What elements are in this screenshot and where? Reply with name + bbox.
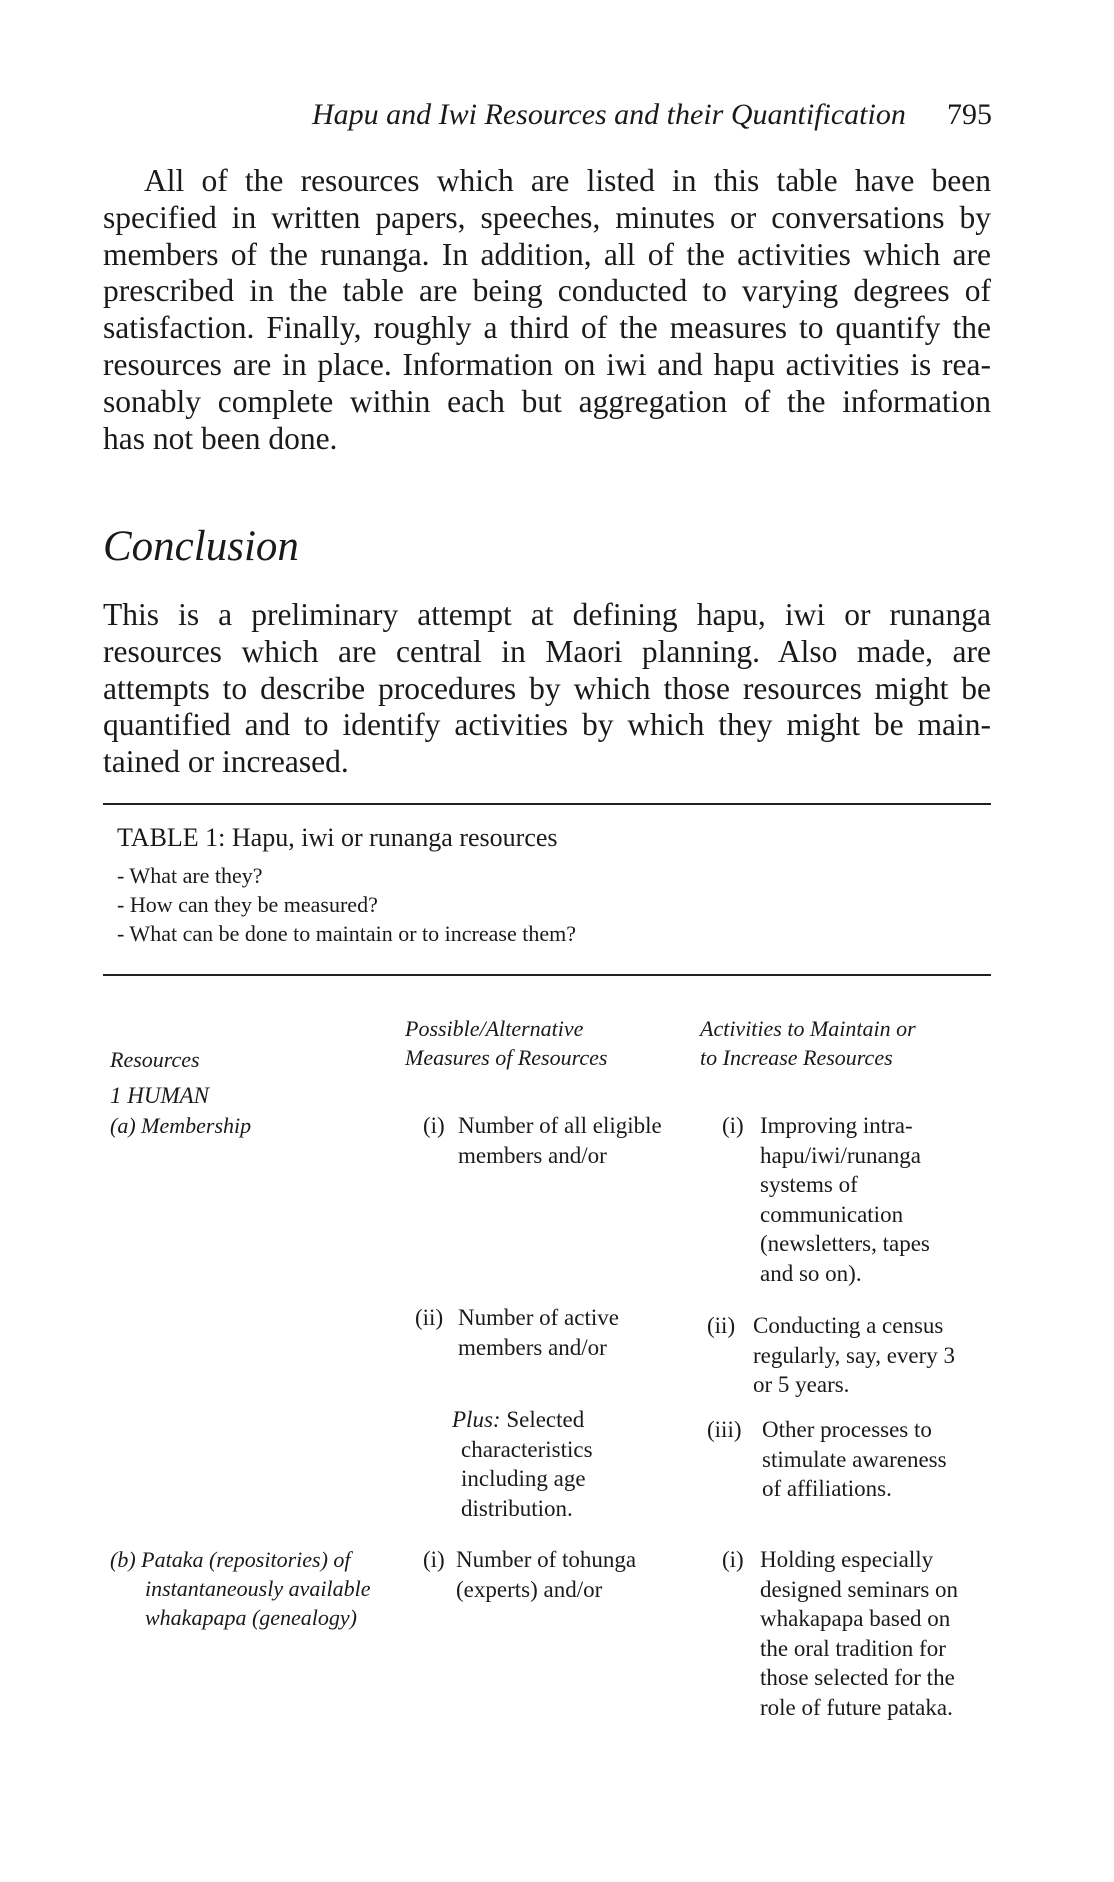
column-header-resources: Resources: [110, 1047, 200, 1072]
activity-item: (i) Holding especially designed seminars on whakapapa based on the oral tradition for those selected for the role of future pataka.: [722, 1547, 959, 1720]
activity-item: (ii) Conducting a census regularly, say, every 3 or 5 years.: [707, 1313, 956, 1397]
measure-plus: Plus: Selected characteristics including age distribution.: [452, 1407, 593, 1521]
paragraph-line: attempts to describe procedures by which those resources might be: [103, 670, 991, 706]
measure-item: (ii) Number of active members and/or: [415, 1305, 619, 1360]
table-caption: TABLE 1: Hapu, iwi or runanga resources: [117, 823, 558, 852]
intro-paragraph: [103, 163, 991, 457]
paragraph-line: tained or increased.: [103, 744, 349, 780]
section-label: 1 HUMAN: [110, 1083, 210, 1108]
table-header-rule: [103, 974, 991, 976]
conclusion-paragraph: [103, 597, 991, 781]
section-heading: Conclusion: [103, 523, 299, 570]
paragraph-line: resources which are central in Maori planning. Also made, are: [103, 633, 991, 669]
row-label-pataka: (b) Pataka (repositories) of instantaneously available whakapapa (genealogy): [110, 1547, 371, 1630]
row-label-membership: (a) Membership: [110, 1113, 252, 1138]
paragraph-line: prescribed in the table are being conducted to varying degrees of: [103, 273, 991, 309]
measure-item: (i) Number of tohunga (experts) and/or: [423, 1547, 637, 1602]
paragraph-line: resources are in place. Information on iwi and hapu activities is rea-: [103, 346, 991, 382]
paragraph-line: specified in written papers, speeches, minutes or conversations by: [103, 199, 991, 235]
column-header-measures: Possible/Alternative Measures of Resources: [405, 1016, 608, 1070]
question-line: - What are they?: [117, 863, 263, 888]
paragraph-line: All of the resources which are listed in this table have been: [144, 163, 991, 198]
running-title: Hapu and Iwi Resources and their Quantification: [312, 98, 906, 131]
activity-item: (i) Improving intra- hapu/iwi/runanga systems of communication (newsletters, tapes and so on).: [722, 1113, 930, 1286]
question-line: - What can be done to maintain or to increase them?: [117, 921, 576, 946]
paragraph-line: members of the runanga. In addition, all of the activities which are: [103, 236, 991, 272]
paragraph-line: quantified and to identify activities by which they might be main-: [103, 707, 991, 743]
table-top-rule: [103, 803, 991, 805]
question-line: - How can they be measured?: [117, 892, 378, 917]
paragraph-line: has not been done.: [103, 420, 338, 456]
activity-item: (iii) Other processes to stimulate awareness of affiliations.: [707, 1417, 947, 1501]
paragraph-line: satisfaction. Finally, roughly a third of the measures to quantify the: [103, 310, 991, 346]
running-header: [312, 98, 992, 142]
page-number: 795: [947, 98, 992, 131]
paragraph-line: sonably complete within each but aggregation of the information: [103, 383, 991, 419]
table-questions: [117, 861, 576, 948]
column-header-activities: Activities to Maintain or to Increase Resources: [700, 1016, 916, 1070]
measure-item: (i) Number of all eligible members and/or: [423, 1113, 662, 1168]
paragraph-line: This is a preliminary attempt at defining hapu, iwi or runanga: [103, 597, 991, 632]
